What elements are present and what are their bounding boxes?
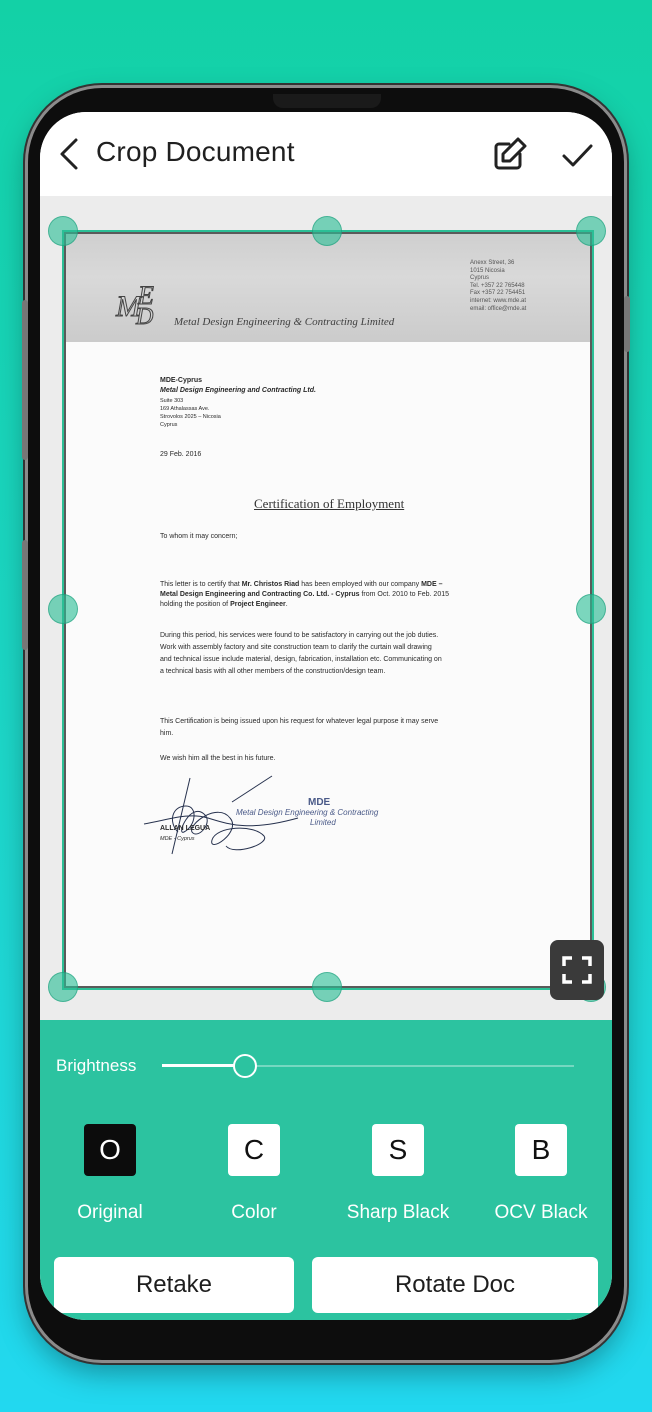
power-button: [624, 296, 630, 352]
filter-ocv-black-icon: B: [515, 1124, 567, 1176]
brightness-slider-thumb[interactable]: [233, 1054, 257, 1078]
fullscreen-button[interactable]: [550, 940, 604, 1000]
filter-color[interactable]: [194, 1124, 314, 1234]
crop-handle-right[interactable]: [576, 594, 606, 624]
crop-handle-top-left[interactable]: [48, 216, 78, 246]
sender-address: Suite 303 169 Athalassas Ave. Strovolos 2025 – Nicosia Cyprus: [160, 398, 221, 428]
letterhead-address: Anexx Street, 36 1015 Nicosia Cyprus Tel. +357 22 765448 Fax +357 22 754451 internet: www.mde.at email: office@mde.at: [470, 260, 527, 312]
crop-handle-top[interactable]: [312, 216, 342, 246]
filter-color-label: Color: [231, 1202, 277, 1223]
signatory-name: ALLAN LEGUA: [160, 825, 211, 832]
filter-original[interactable]: [50, 1124, 170, 1234]
paragraph-2: During this period, his services were found to be satisfactory in carrying out the job duties. Work with assembly factory and site construction team to clarify the curtain wall drawing and technical issue include material, design, fabrication, installation etc. Communicating on a technical basis with all other members of the construction/design team.: [160, 632, 442, 675]
filter-ocv-black-label: OCV Black: [494, 1202, 588, 1223]
rotate-doc-button[interactable]: Rotate Doc: [312, 1257, 598, 1313]
volume-down-button: [22, 540, 28, 650]
brightness-slider-fill: [162, 1064, 244, 1067]
page-title: Crop Document: [96, 136, 295, 167]
edit-icon[interactable]: [490, 134, 530, 174]
retake-button[interactable]: Retake: [54, 1257, 294, 1313]
crop-handle-bottom[interactable]: [312, 972, 342, 1002]
crop-handle-top-right[interactable]: [576, 216, 606, 246]
letterhead: [66, 234, 590, 342]
crop-handle-bottom-left[interactable]: [48, 972, 78, 1002]
paragraph-1: This letter is to certify that Mr. Christos Riad has been employed with our company MDE – Metal Design Engineering and Contracting Co. Ltd. - Cyprus from Oct. 2010 to Feb. 2015 holding the position of Project Engineer.: [160, 581, 450, 608]
salutation: To whom it may concern;: [160, 533, 238, 540]
certificate-title: Certification of Employment: [254, 496, 405, 511]
filter-original-icon: O: [84, 1124, 136, 1176]
svg-text:D: D: [136, 304, 154, 328]
crop-handle-left[interactable]: [48, 594, 78, 624]
company-stamp: MDE Metal Design Engineering & Contracting Limited: [236, 797, 379, 827]
back-arrow-icon[interactable]: [54, 134, 84, 174]
confirm-check-icon[interactable]: [558, 136, 596, 174]
brightness-label: Brightness: [56, 1056, 137, 1075]
filter-ocv-black[interactable]: [481, 1124, 601, 1234]
document-preview: [64, 232, 592, 988]
company-logo: [114, 276, 178, 328]
sender-company: Metal Design Engineering and Contracting Ltd.: [160, 387, 316, 394]
filter-sharp-black-label: Sharp Black: [346, 1202, 450, 1223]
svg-text:E: E: [138, 281, 154, 310]
phone-screen: [40, 112, 612, 1320]
closing-line: We wish him all the best in his future.: [160, 755, 276, 762]
filter-color-icon: C: [228, 1124, 280, 1176]
company-banner: Metal Design Engineering & Contracting Limited: [174, 316, 395, 328]
paragraph-3: This Certification is being issued upon his request for whatever legal purpose it may serve him.: [160, 718, 439, 737]
svg-text:M: M: [116, 290, 141, 323]
crop-canvas[interactable]: [40, 196, 612, 1020]
signatory-org: MDE - Cyprus: [160, 836, 195, 842]
letter-date: 29 Feb. 2016: [160, 451, 202, 458]
expand-icon: [550, 940, 604, 1000]
filter-sharp-black-icon: S: [372, 1124, 424, 1176]
app-bar: [40, 112, 612, 197]
filter-sharp-black[interactable]: [338, 1124, 458, 1234]
volume-up-button: [22, 300, 28, 460]
filter-original-label: Original: [77, 1202, 143, 1223]
speaker-notch: [273, 94, 381, 108]
sender-name: MDE-Cyprus: [160, 377, 203, 384]
